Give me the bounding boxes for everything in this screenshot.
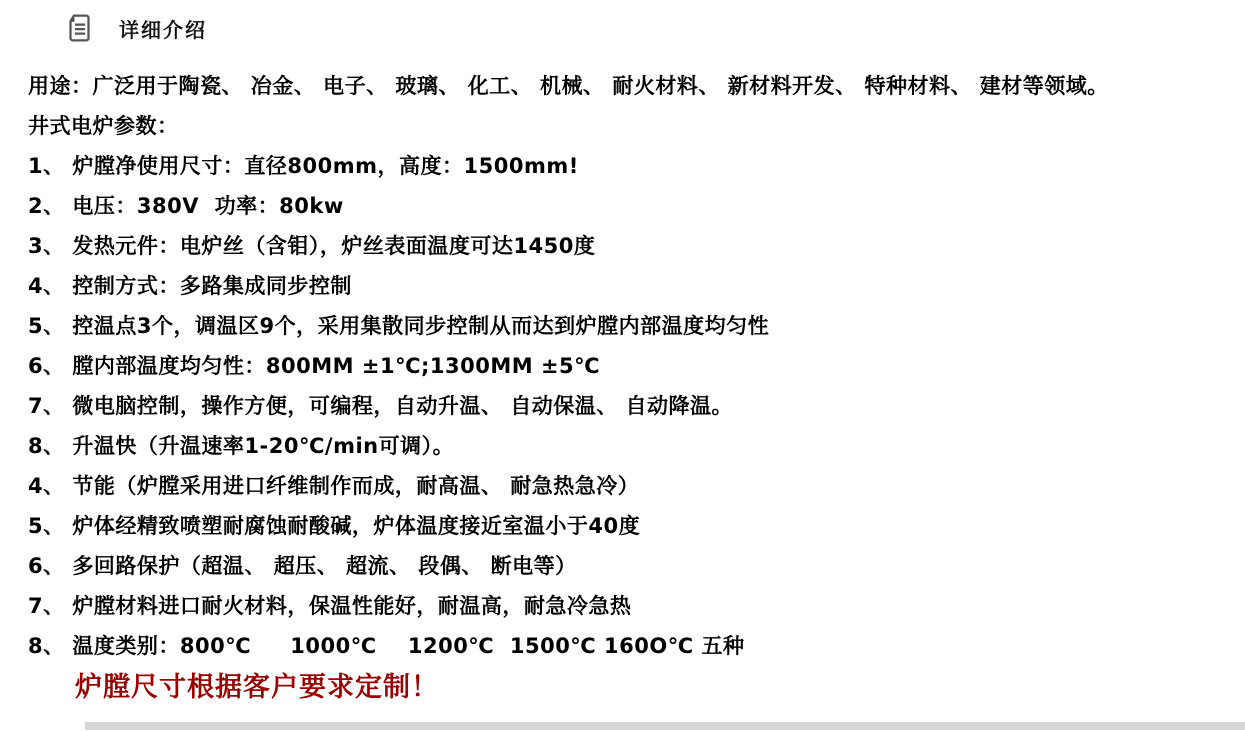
spec-line: 1、 炉膛净使用尺寸：直径800mm，高度：1500mm!: [28, 154, 579, 178]
spec-line: 4、 控制方式：多路集成同步控制: [28, 274, 352, 298]
spec-line: 2、 电压：380V 功率：80kw: [28, 194, 344, 218]
spec-line: 3、 发热元件：电炉丝（含钼），炉丝表面温度可达1450度: [28, 234, 596, 258]
document-icon: [66, 13, 93, 43]
params-heading: 井式电炉参数：: [28, 114, 179, 138]
bottom-divider: [85, 722, 1245, 730]
section-header: [66, 13, 207, 43]
spec-line: 6、 膛内部温度均匀性：800MM ±1℃;1300MM ±5℃: [28, 354, 601, 378]
spec-line: 7、 炉膛材料进口耐火材料，保温性能好，耐温高，耐急冷急热: [28, 594, 632, 618]
product-description: [28, 66, 1235, 708]
custom-size-notice: 炉膛尺寸根据客户要求定制！: [75, 672, 439, 703]
spec-line: 5、 炉体经精致喷塑耐腐蚀耐酸碱，炉体温度接近室温小于40度: [28, 514, 641, 538]
spec-line: 4、 节能（炉膛采用进口纤维制作而成，耐高温、 耐急热急冷）: [28, 474, 640, 498]
usage-line: 用途：广泛用于陶瓷、 冶金、 电子、 玻璃、 化工、 机械、 耐火材料、 新材料开发、 特种材料、 建材等领域。: [28, 74, 1109, 98]
spec-line: 6、 多回路保护（超温、 超压、 超流、 段偶、 断电等）: [28, 554, 577, 578]
section-title: 详细介绍: [119, 17, 207, 42]
spec-line: 8、 温度类别：800℃ 1000℃ 1200℃ 1500℃ 160O℃ 五种: [28, 634, 745, 658]
spec-line: 7、 微电脑控制，操作方便，可编程，自动升温、 自动保温、 自动降温。: [28, 394, 734, 418]
spec-line: 5、 控温点3个，调温区9个，采用集散同步控制从而达到炉膛内部温度均匀性: [28, 314, 770, 338]
spec-line: 8、 升温快（升温速率1-20℃/min可调）。: [28, 434, 455, 458]
